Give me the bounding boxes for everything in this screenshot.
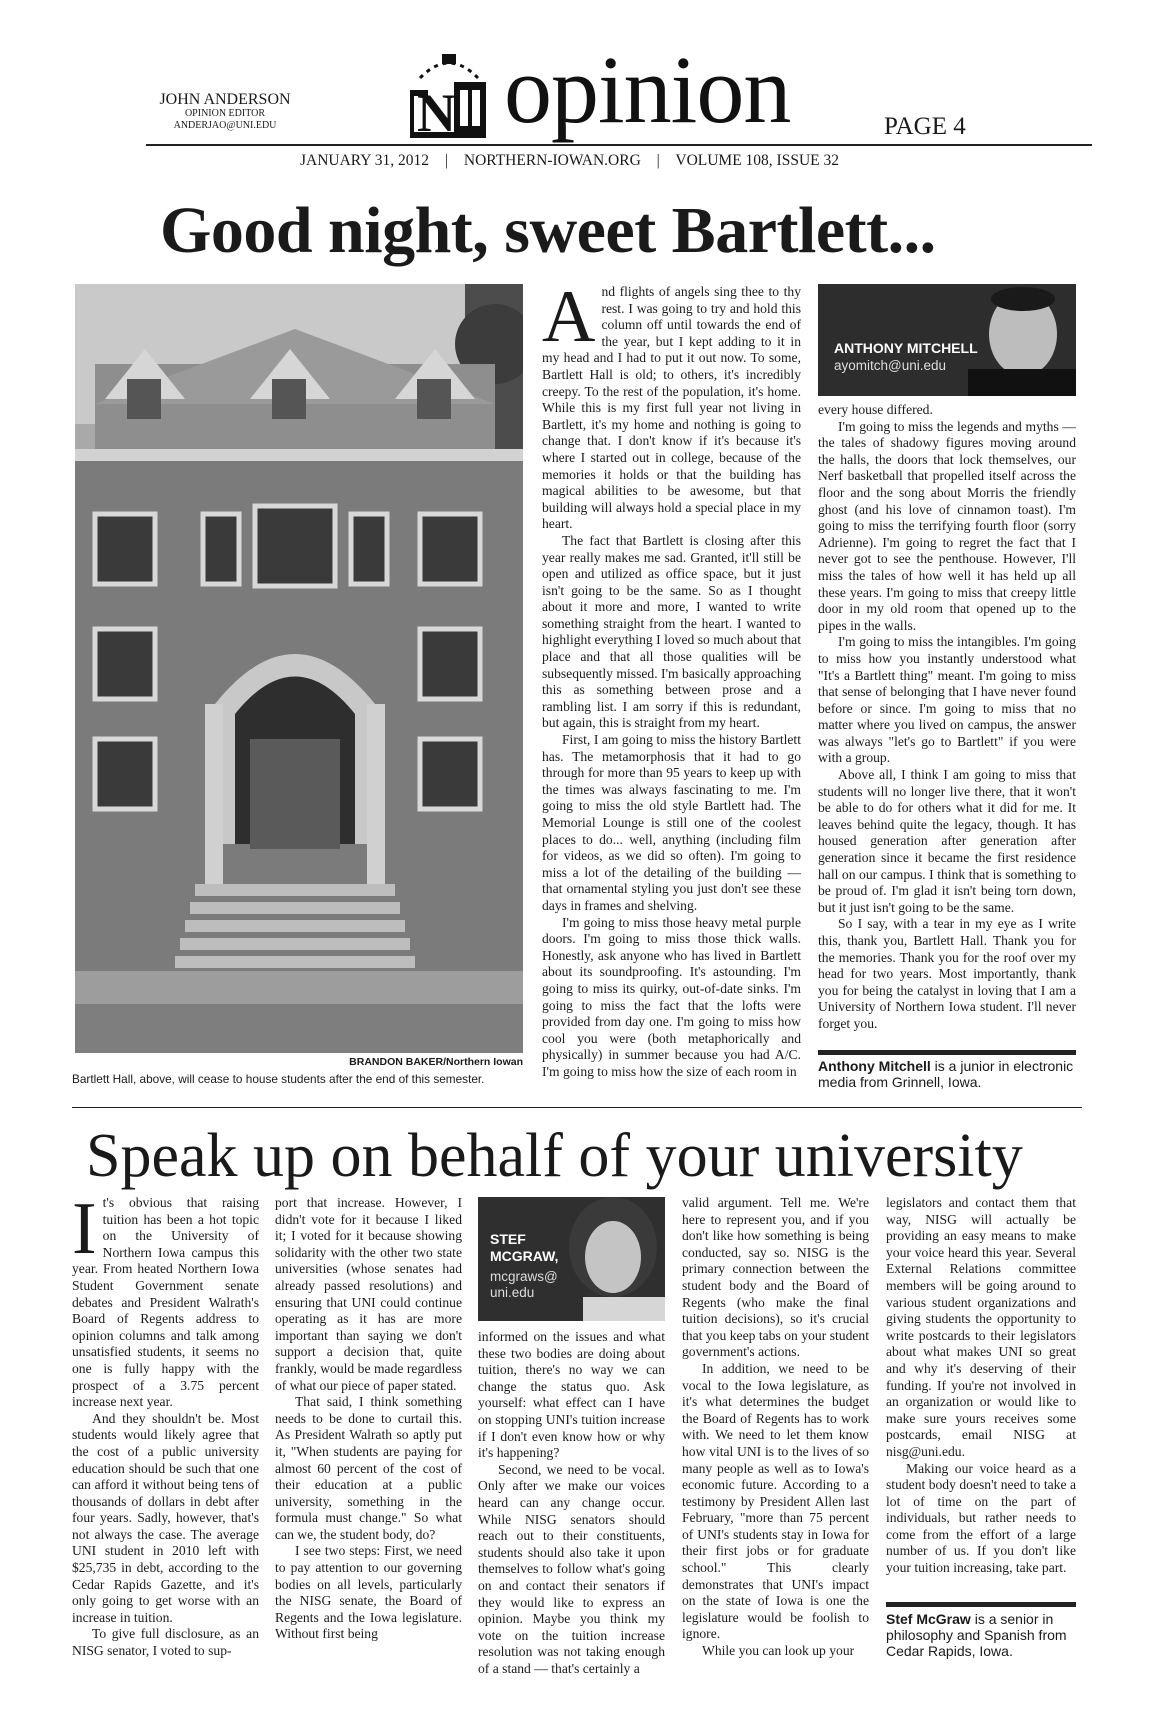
paragraph: valid argument. Tell me. We're here to represent you, and if you don't like how something is being conducted, say so. NISG is the primary connection between the student body and the Board of Regents (who make the final tuition decisions), so it's crucial that you keep tabs on your student government's actions. (682, 1195, 869, 1360)
headline-bartlett: Good night, sweet Bartlett... (160, 194, 936, 267)
article-speak-up-column-4 (682, 1195, 869, 1660)
author-last-name: MCGRAW, (490, 1248, 559, 1264)
paragraph: And they shouldn't be. Most students would likely agree that the cost of a public university education should be such that one can afford it without being tens of thousands of dollars in debt after four years. Sadly, however, that's not always the case. The average UNI student in 2010 left with $25,735 in debt, according to the Cedar Rapids Gazette, and it's only going to get worse with an increase in tuition. (72, 1410, 259, 1625)
author-bio-mitchell (818, 1058, 1080, 1090)
bio-name: Stef McGraw (886, 1611, 971, 1627)
paragraph: I'm going to miss the intangibles. I'm going to miss how you instantly understood what "It's a Bartlett thing" meant. I'm going to miss that sense of belonging that I have never found before or since. I'm going to miss that no matter where you lived on campus, the answer was always "let's go to Bartlett" if you were with a group. (818, 634, 1076, 766)
article-speak-up-column-5 (886, 1195, 1076, 1577)
editor-email: ANDERJAO@UNI.EDU (173, 120, 277, 131)
paragraph: t's obvious that raising tuition has been a hot topic on the University of Northern Iowa campus this year. From heated Northern Iowa Student Government senate debates and President Walrath's Board of Regents address to opinion columns and talk among unsatisfied students, it seems no one is fully happy with the prospect of a 3.75 percent increase next year. (72, 1195, 259, 1410)
paragraph: I see two steps: First, we need to pay attention to our governing bodies on all levels, particularly the NISG senate, the Board of Regents and the Iowa legislature. Without first being (275, 1543, 462, 1642)
newspaper-logo (406, 50, 492, 143)
article-bartlett-column-2 (818, 402, 1076, 1033)
section-title: opinion (504, 36, 791, 143)
editor-title: OPINION EDITOR (184, 108, 266, 119)
paragraph: every house differed. (818, 402, 933, 417)
bartlett-hall-photo (75, 284, 523, 1053)
author-name: ANTHONY MITCHELL (834, 340, 978, 356)
photo-credit: BRANDON BAKER/Northern Iowan (349, 1056, 523, 1068)
paragraph: So I say, with a tear in my eye as I write this, thank you, Bartlett Hall. Thank you for the memories. Thank you for the roof over my head for two years. Most importantly, thank you for being the catalyst in loving that I am a University of Northern Iowa student. I'll never forget you. (818, 916, 1076, 1031)
dateline (300, 152, 860, 170)
paragraph: To give full disclosure, as an NISG senator, I voted to sup- (72, 1626, 259, 1659)
paragraph: Making our voice heard as a student body doesn't need to take a lot of time on the part of individuals, but rather needs to come from the effort of a large number of us. If you don't like your tuition increasing, take part. (886, 1460, 1076, 1576)
masthead-rule (146, 144, 1092, 146)
article-speak-up-column-3 (478, 1329, 665, 1677)
paragraph: informed on the issues and what these two bodies are doing about tuition, there's no way we can change the status quo. Ask yourself: what effect can I have on stopping UNI's tuition increase if I don't even know how or why it's happening? (478, 1329, 665, 1461)
paragraph: port that increase. However, I didn't vote for it because I liked it; I voted for it because showing solidarity with the other two state universities (whose senates had already passed resolutions) and ensuring that UNI could continue operating as it has are more important than saying we don't support a decision that, quite frankly, would be made regardless of what our piece of paper stated. (275, 1195, 462, 1393)
editor-name: JOHN ANDERSON (159, 91, 291, 108)
paragraph: That said, I think something needs to be done to curtail this. As President Walrath so aptly put it, "When students are paying for almost 60 percent of the cost of their education at a public university, something in the formula must change." So what can we, the student body, do? (275, 1394, 462, 1542)
section-divider (72, 1107, 1082, 1108)
issue-date: JANUARY 31, 2012 (300, 152, 430, 169)
author-mug-mcgraw (478, 1197, 665, 1321)
paragraph: legislators and contact them that way, NISG will actually be providing an easy means to make your voice heard this year. Several External Relations committee members will be going around to various student organizations and giving students the opportunity to write postcards to their legislators about what makes UNI so great and why it's deserving of their funding. If you're not involved in an organization or would like to make sure yours receives some postcards, email NISG at nisg@uni.edu. (886, 1195, 1076, 1459)
author-email: mcgraws@ (490, 1269, 558, 1284)
dateline-sep: | (444, 152, 449, 169)
paragraph: I'm going to miss those heavy metal purple doors. I'm going to miss those thick walls. Honestly, ask anyone who has lived in Bartlett about its soundproofing. It's astounding. I'm going to miss its quirky, out-of-date sinks. I'm going to miss the fact that the lofts were provided from day one. I'm going to miss how cool you were (both metaphorically and physically) in summer because you had A/C. I'm going to miss how the size of each room in (542, 914, 801, 1079)
article-speak-up-column-2 (275, 1195, 462, 1643)
paragraph: Above all, I think I am going to miss that students will no longer live there, that it won't be able to do for others what it did for me. It leaves behind quite the legacy, though. It has housed generation after generation after generation since it became the first residence hall on our campus. I think that is something to be proud of. I'm glad it isn't being torn down, but it just isn't going to be the same. (818, 767, 1076, 915)
author-first-name: STEF (490, 1231, 526, 1247)
dropcap: A (542, 276, 596, 358)
author-bio-mcgraw (886, 1611, 1076, 1659)
headline-speak-up: Speak up on behalf of your university (86, 1122, 1023, 1190)
paragraph: Second, we need to be vocal. Only after we make our voices heard can any change occur. While NISG senators should reach out to their constituents, students should also take it upon themselves to follow what's going on and contact their senators if they would like to express an opinion. Maybe you think my vote on the tuition increase resolution was not taking enough of a stand — that's certainly a (478, 1461, 665, 1676)
bio-name: Anthony Mitchell (818, 1058, 931, 1074)
paragraph: nd flights of angels sing thee to thy rest. I was going to try and hold this column off until towards the end of the year, but I kept adding to it in my head and I had to put it out now. To some, Bartlett Hall is old; to others, it's incredibly creepy. To the rest of the population, it's home. While this is my first full year not living in Bartlett, it's my home and nothing is going to change that. I don't know if it's because it's where I started out in college, because of the memories it holds or that the building has magical abilities to be awesome, but that building will always hold a special place in my heart. (542, 284, 801, 532)
paragraph: While you can look up your (702, 1643, 855, 1659)
article-speak-up-column-1 (72, 1188, 259, 1660)
bio-text: is a junior in electronic media from Grinnell, Iowa. (818, 1058, 1074, 1090)
dateline-sep: | (656, 152, 660, 169)
volume-issue: VOLUME 108, ISSUE 32 (675, 152, 839, 169)
author-email: ayomitch@uni.edu (834, 358, 947, 373)
page-number: PAGE 4 (884, 113, 966, 140)
logo-letter: N (417, 83, 456, 143)
author-mug-mitchell (818, 284, 1076, 396)
paragraph: I'm going to miss the legends and myths — the tales of shadowy figures moving around the halls, the doors that lock themselves, our Nerf basketball that propelled itself across the floor and the song about Morris the friendly ghost (and his love of cinnamon toast). I'm going to miss the terrifying fourth floor (sorry Adrienne). I'm going to regret the fact that I never got to see the penthouse. However, I'll miss the tales of how well it has held up all these years. I'm going to miss that creepy little door in my old room that opened up to the pipes in the walls. (818, 418, 1076, 633)
photo-caption: Bartlett Hall, above, will cease to house students after the end of this semester. (72, 1072, 485, 1086)
bio-rule (818, 1050, 1076, 1055)
paragraph: First, I am going to miss the history Bartlett has. The metamorphosis that it had to go through for more than 95 years to keep up with the times was always fascinating to me. I'm going to miss the old style Bartlett had. The Memorial Lounge is still one of the coolest places to do... well, anything (including film for videos, as we did so often). I'm going to miss a lot of the detailing of the building — that ornamental styling you just don't see these days in frames and shelving. (542, 732, 801, 913)
bio-rule (886, 1602, 1076, 1607)
paragraph: The fact that Bartlett is closing after this year really makes me sad. Granted, it'll still be open and utilized as office space, but it just isn't going to be the same. So as I thought about it more and more, I wanted to write something straight from the heart. I wanted to highlight everything I loved so much about that place and that all those qualities will be subsequently missed. I'm basically approaching this as something between prose and a rambling list. I am sorry if this is redundant, but again, this is straight from my heart. (542, 532, 801, 731)
dropcap: I (72, 1188, 97, 1270)
paragraph: In addition, we need to be vocal to the Iowa legislature, as it's what determines the budget the Board of Regents has to work with. We need to let them know how vital UNI is to the lives of so many people as well as to Iowa's economic future. According to a testimony by President Allen last February, "more than 75 percent of UNI's students stay in Iowa for their first jobs or for graduate school." This clearly demonstrates that UNI's impact on the state of Iowa is one the legislature would be foolish to ignore. (682, 1360, 869, 1642)
bio-text: is a senior in philosophy and Spanish from Cedar Rapids, Iowa. (886, 1611, 1067, 1659)
site-url: NORTHERN-IOWAN.ORG (463, 152, 641, 169)
article-bartlett-column-1 (542, 276, 801, 1081)
author-email: uni.edu (490, 1285, 535, 1300)
